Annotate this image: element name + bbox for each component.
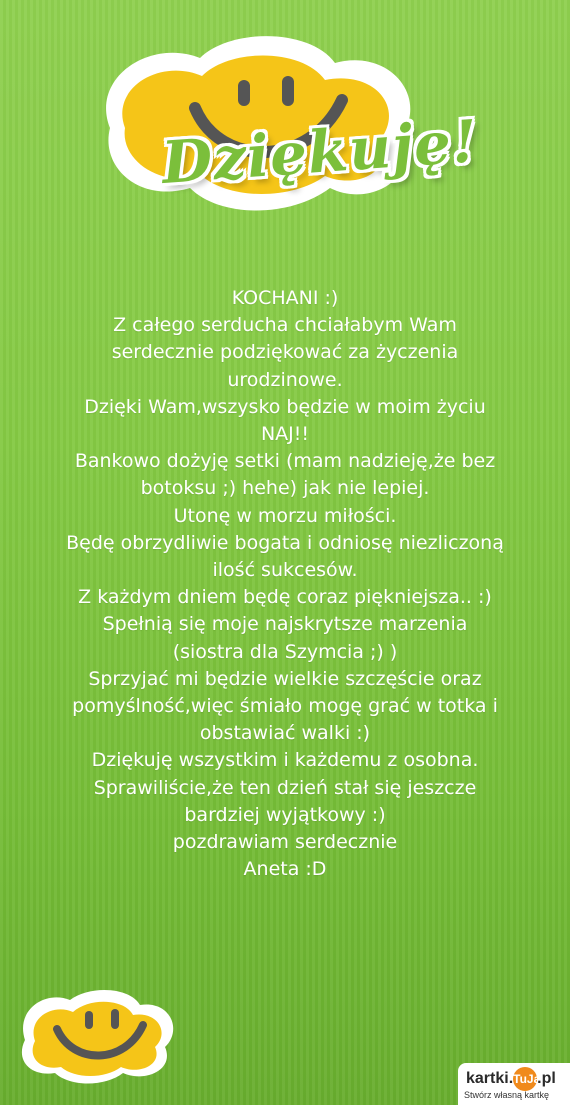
message-line: obstawiać walki :) [199,722,371,745]
message-line: pozdrawiam serdecznie [172,831,398,854]
brand-name [466,1067,556,1091]
message-line: KOCHANI :) [231,287,339,309]
message-line: pomyślność,więc śmiało mogę grać w totka i [72,695,498,718]
smiley-cloud-icon [15,985,185,1090]
brand-name-suffix: .pl [537,1070,556,1088]
message-line: Spełnią się moje najskrytsze marzenia [102,613,468,636]
message-line: Z całego serducha chciałabym Wam [113,314,457,337]
message-line: Aneta :D [243,858,327,881]
message-line: Z każdym dniem będę coraz piękniejsza.. :) [78,586,492,609]
message-line: Sprawiliście,że ten dzień stał się jeszcze [93,776,477,799]
message-line: Utonę w morzu miłości. [173,504,397,527]
message-line: Sprzyjać mi będzie wielkie szczęście oraz [88,667,482,690]
message-line: Dzięki Wam,wszysko będzie w moim życiu [84,395,486,418]
brand-badge-icon: TuJa [513,1067,537,1091]
message-body [30,285,540,883]
message-line: Bankowo dożyję setki (mam nadzieję,że bez [74,450,496,473]
message-line: ilość sukcesów. [212,559,358,582]
message-line: Będę obrzydliwie bogata i odniosę niezliczoną [66,531,504,554]
message-line: (siostra dla Szymcia ;) ) [172,640,398,663]
brand-name-prefix: kartki. [466,1070,514,1088]
message-line: serdecznie podziękować za życzenia [111,341,459,364]
brand-tagline: Stwórz własną kartkę [464,1090,550,1100]
message-line: bardziej wyjątkowy :) [184,803,386,826]
message-line: botoksu ;) hehe) jak nie lepiej. [140,477,430,500]
message-line: urodzinowe. [227,368,343,391]
message-line: Dziękuję wszystkim i każdemu z osobna. [91,749,479,772]
page-title: Dziękuję! [159,107,481,197]
brand-logo[interactable] [458,1063,570,1105]
message-line: NAJ!! [260,423,310,446]
